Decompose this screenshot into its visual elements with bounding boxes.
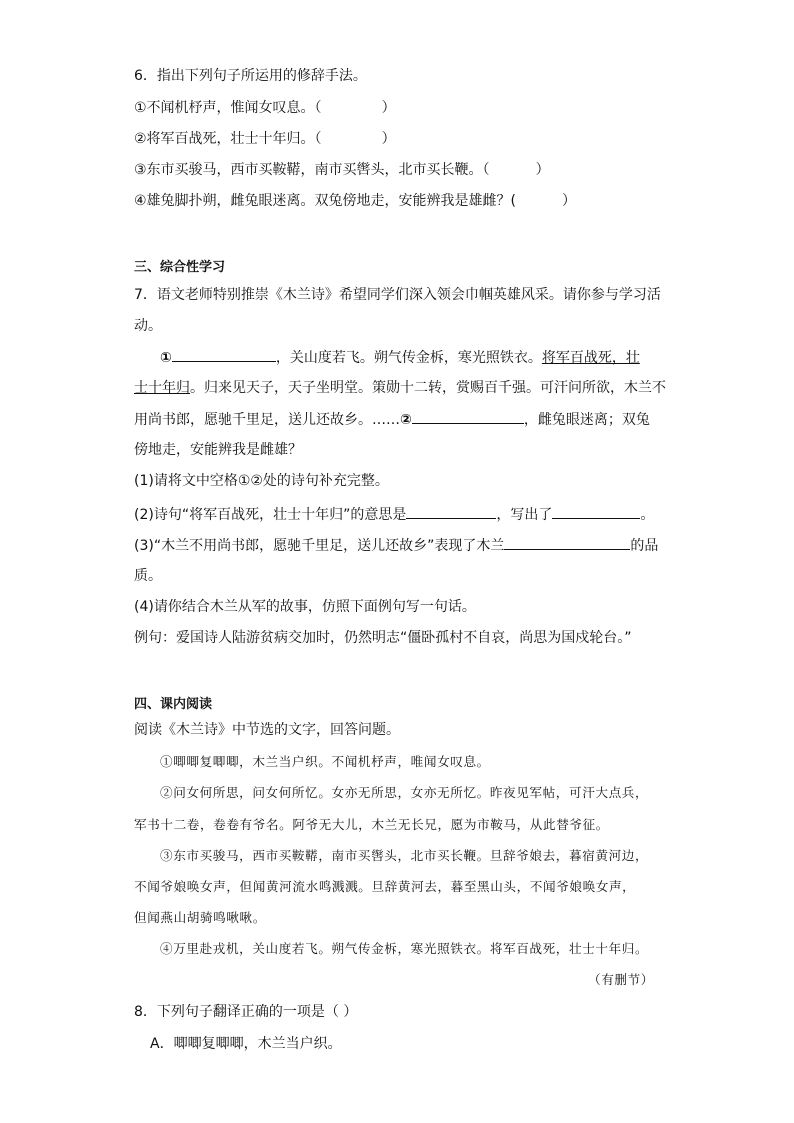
passage-para-1: ①唧唧复唧唧，木兰当户织。不闻机杼声，唯闻女叹息。 [160,754,490,769]
q8-option-a[interactable]: A．唧唧复唧唧，木兰当户织。 [150,1036,342,1052]
section-4-title: 四、课内阅读 [134,697,213,712]
q7-poem-line3-text: 用尚书郎，愿驰千里足，送儿还故乡。…… [134,412,400,428]
q7-stem-line1: 7．语文老师特别推崇《木兰诗》希望同学们深入领会巾帼英雄风采。请你参与学习活 [134,287,661,303]
q7-poem-underlined-1: 将军百战死，壮 [541,350,640,366]
q6-item-1-close: ） [381,100,396,116]
sub3-blank-quality[interactable] [504,535,630,550]
passage-para-3-line2: 不闻爷娘唤女声，但闻黄河流水鸣溅溅。旦辞黄河去，暮至黑山头，不闻爷娘唤女声， [134,879,636,894]
q6-stem: 6．指出下列句子所运用的修辞手法。 [134,68,367,84]
passage-para-3-line3: 但闻燕山胡骑鸣啾啾。 [134,910,266,925]
q7-sub2 [134,504,654,525]
q7-example: 例句：爱国诗人陆游贫病交加时，仍然明志“僵卧孤村不自哀，尚思为国戍轮台。” [134,630,632,646]
q6-item-3 [134,160,550,180]
passage-para-4: ④万里赴戎机，关山度若飞。朔气传金柝，寒光照铁衣。将军百战死，壮士十年归。 [160,941,649,956]
q6-item-4 [134,191,576,211]
q7-stem-line2: 动。 [134,318,162,334]
blank-2-marker: ② [400,412,412,428]
q7-poem-line3-tail: ，雌兔眼迷离；双兔 [523,412,650,428]
q7-sub2-end: 。 [640,507,655,523]
sub2-blank-meaning[interactable] [406,504,496,519]
q7-sub3 [134,535,658,556]
q7-poem-line3 [134,409,650,430]
q7-sub3-cont: 质。 [134,568,162,584]
q7-poem-line2-text: 。归来见天子，天子坐明堂。策勋十二转，赏赐百千强。可汗问所欲，木兰不 [190,380,666,396]
blank-2[interactable] [412,409,524,424]
q6-item-1 [134,98,396,118]
q8-stem: 8．下列句子翻译正确的一项是（ ） [134,1004,358,1020]
q7-poem-line1 [160,347,640,368]
q7-poem-line1-text: ，关山度若飞。朔气传金柝，寒光照铁衣。 [275,350,542,366]
q6-item-4-close: ） [562,193,577,209]
q6-item-2-text: ②将军百战死，壮士十年归。（ [134,131,322,147]
q7-sub3-text: (3)“木兰不用尚书郎，愿驰千里足，送儿还故乡”表现了木兰 [134,538,505,554]
passage-para-2-line2: 军书十二卷，卷卷有爷名。阿爷无大儿，木兰无长兄，愿为市鞍马，从此替爷征。 [134,817,609,832]
q6-item-1-text: ①不闻机杼声，惟闻女叹息。（ [134,100,322,116]
q7-poem-underlined-2: 士十年归 [134,380,190,396]
section-4-intro: 阅读《木兰诗》中节选的文字，回答问题。 [134,722,400,738]
q7-sub4: (4)请你结合木兰从军的故事，仿照下面例句写一句话。 [134,599,476,615]
section-3-title: 三、综合性学习 [134,260,226,275]
passage-para-2-line1: ②问女何所思，问女何所忆。女亦无所思，女亦无所忆。昨夜见军帖，可汗大点兵， [160,785,649,800]
sub2-blank-depicts[interactable] [552,504,640,519]
passage-para-3-line1: ③东市买骏马，西市买鞍鞯，南市买辔头，北市买长鞭。旦辞爷娘去，暮宿黄河边， [160,848,649,863]
q7-poem-line4: 傍地走，安能辨我是雌雄？ [134,442,302,458]
q7-poem-line2 [134,378,666,398]
q6-item-4-text: ④雄兔脚扑朔，雌兔眼迷离。双兔傍地走，安能辨我是雄雌？( [134,193,517,209]
q6-item-3-close: ） [535,162,550,178]
q7-sub2-mid: ，写出了 [496,507,553,523]
q7-sub1: (1)请将文中空格①②处的诗句补充完整。 [134,473,389,489]
q6-item-2-close: ） [381,131,396,147]
q7-sub2-text: (2)诗句“将军百战死，壮士十年归”的意思是 [134,507,407,523]
q6-item-3-text: ③东市买骏马，西市买鞍鞯，南市买辔头，北市买长鞭。（ [134,162,490,178]
q7-sub3-tail: 的品 [630,538,659,554]
blank-1-marker: ① [160,350,172,366]
blank-1[interactable] [172,347,276,362]
passage-abridged-note: （有删节） [588,972,654,987]
q6-item-2 [134,129,396,149]
